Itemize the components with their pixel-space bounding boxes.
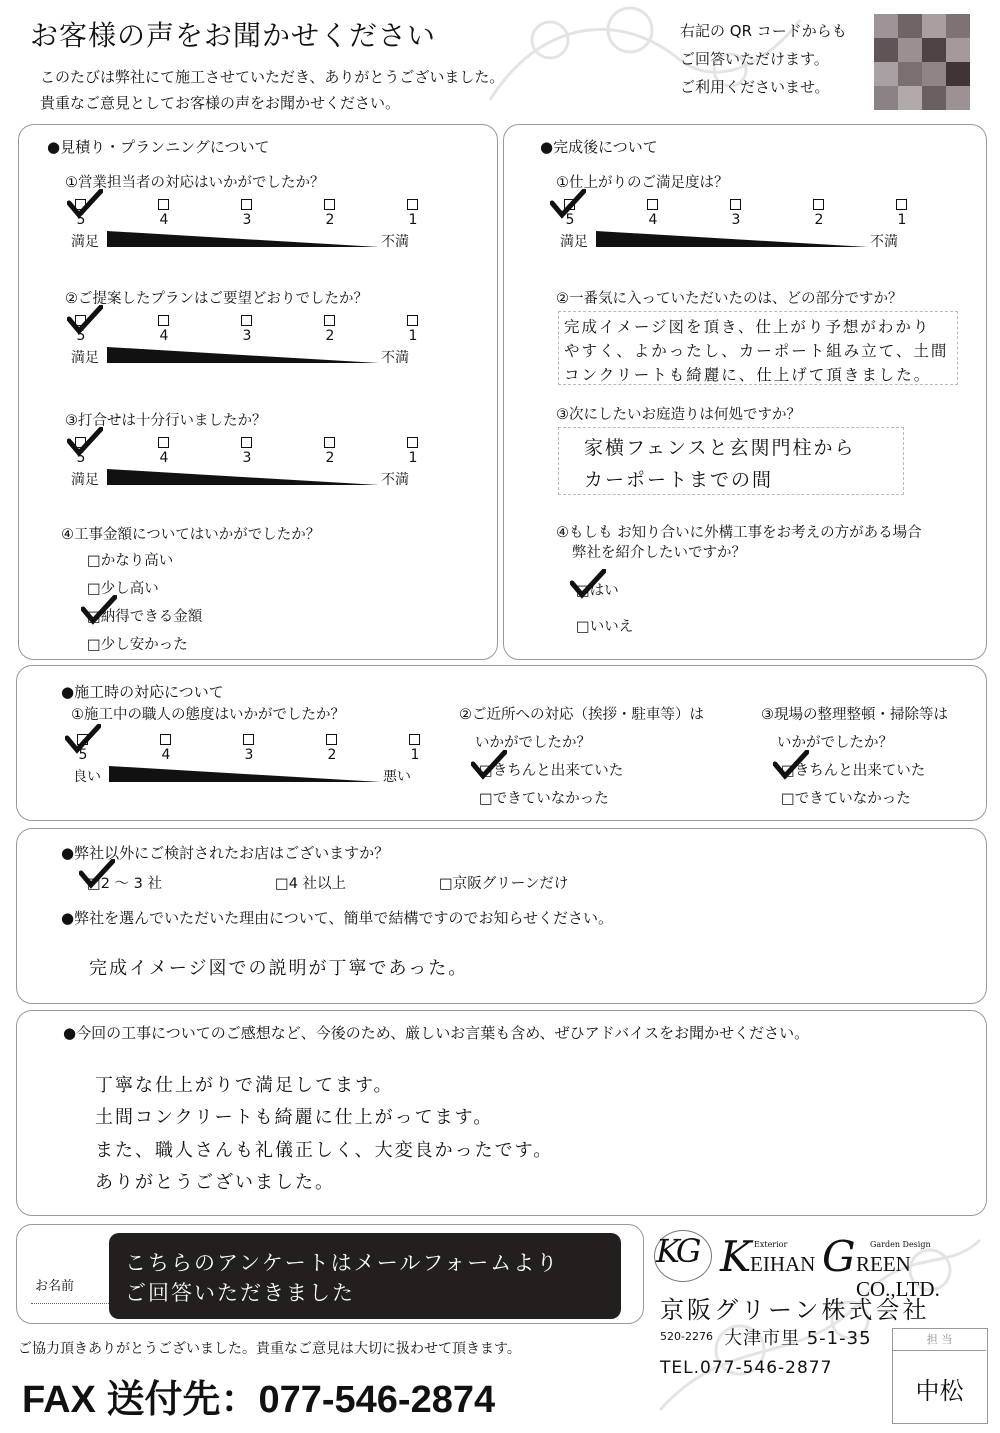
construction-q2-line1: ②ご近所への対応（挨拶・駐車等）は bbox=[459, 707, 704, 723]
checkmark-icon bbox=[81, 595, 117, 625]
impressions-q: ●今回の工事についてのご感想など、今後のため、厳しいお言葉も含め、ぜひアドバイスをお聞かせください。 bbox=[63, 1024, 810, 1042]
rating-box[interactable] bbox=[158, 437, 169, 448]
scale-number: 3 bbox=[244, 747, 254, 763]
page-title: お客様の声をお聞かせください bbox=[30, 19, 437, 52]
scale-number: 1 bbox=[408, 328, 418, 344]
scale-number: 4 bbox=[159, 328, 169, 344]
logo-garden: Garden Design bbox=[870, 1240, 931, 1249]
rating-box[interactable] bbox=[326, 734, 337, 745]
estimate-q4-option-selected[interactable]: □納得できる金額 bbox=[87, 609, 203, 625]
impressions-line: また、職人さんも礼儀正しく、大変良かったです。 bbox=[95, 1140, 554, 1161]
qr-note-2: ご回答いただけます。 bbox=[680, 50, 829, 68]
company-name: 京阪グリーン株式会社 bbox=[660, 1296, 930, 1324]
construction-q1: ①施工中の職人の態度はいかがでしたか？ bbox=[71, 707, 345, 723]
estimate-q4-option[interactable]: □少し安かった bbox=[87, 637, 188, 653]
construction-q3-line1: ③現場の整理整頓・掃除等は bbox=[761, 707, 948, 723]
logo-eihan: EIHAN bbox=[750, 1252, 816, 1276]
rating-box[interactable] bbox=[407, 199, 418, 210]
estimate-q1: ①営業担当者の対応はいかがでしたか？ bbox=[65, 175, 325, 191]
rating-box[interactable] bbox=[407, 315, 418, 326]
scale-number: 3 bbox=[242, 450, 252, 466]
scale-number: 4 bbox=[159, 212, 169, 228]
checkmark-icon bbox=[773, 750, 809, 780]
scale-number: 2 bbox=[325, 328, 335, 344]
after-q4-line2: 弊社を紹介したいですか？ bbox=[572, 545, 746, 561]
scale-number: 1 bbox=[408, 450, 418, 466]
other-shops-option[interactable]: □4 社以上 bbox=[275, 876, 347, 892]
name-field-line[interactable] bbox=[31, 1303, 121, 1304]
scale-left-label: 満足 bbox=[71, 234, 99, 250]
after-q1: ①仕上がりのご満足度は？ bbox=[556, 175, 729, 191]
scale-wedge bbox=[107, 231, 379, 249]
estimate-q3-scale[interactable] bbox=[71, 437, 431, 497]
after-q1-scale[interactable] bbox=[560, 199, 920, 259]
scale-right-label: 悪い bbox=[383, 769, 411, 785]
staff-name: 中松 bbox=[915, 1377, 964, 1405]
estimate-q4-option[interactable]: □少し高い bbox=[87, 581, 159, 597]
checkmark-icon bbox=[79, 859, 115, 889]
banner-line-2: ご回答いただきました bbox=[125, 1281, 355, 1305]
scale-number: 5 bbox=[76, 212, 86, 228]
checkmark-icon bbox=[471, 750, 507, 780]
rating-box[interactable] bbox=[158, 315, 169, 326]
estimate-q4-option[interactable]: □かなり高い bbox=[87, 553, 174, 569]
logo-initials: KG bbox=[656, 1232, 698, 1270]
rating-box[interactable] bbox=[324, 437, 335, 448]
fax-number: FAX 送付先：077-546-2874 bbox=[22, 1379, 496, 1421]
rating-box[interactable] bbox=[407, 437, 418, 448]
after-panel bbox=[503, 124, 987, 660]
impressions-panel bbox=[16, 1010, 987, 1216]
company-logo bbox=[652, 1228, 992, 1301]
scale-right-label: 不満 bbox=[381, 472, 409, 488]
estimate-q2: ②ご提案したプランはご要望どおりでしたか？ bbox=[65, 291, 368, 307]
impressions-line: ありがとうございました。 bbox=[95, 1172, 335, 1193]
after-q3-answer-2: カーポートまでの間 bbox=[584, 469, 774, 491]
logo-k: K bbox=[720, 1232, 752, 1281]
other-shops-answer: 完成イメージ図での説明が丁寧であった。 bbox=[89, 958, 469, 979]
scale-number: 4 bbox=[648, 212, 658, 228]
scale-left-label: 満足 bbox=[560, 234, 588, 250]
company-address: 大津市里 5-1-35 bbox=[724, 1328, 872, 1349]
logo-reen: REEN CO.,LTD. bbox=[856, 1252, 940, 1301]
rating-box[interactable] bbox=[409, 734, 420, 745]
scale-right-label: 不満 bbox=[381, 234, 409, 250]
after-q2-answer-3: コンクリートも綺麗に、仕上げて頂きました。 bbox=[564, 366, 932, 384]
estimate-panel bbox=[18, 124, 498, 660]
construction-title: ●施工時の対応について bbox=[61, 683, 224, 701]
scale-left-label: 満足 bbox=[71, 350, 99, 366]
construction-q3-option-selected[interactable]: □きちんと出来ていた bbox=[781, 763, 926, 779]
construction-q2-line2: いかがでしたか？ bbox=[475, 735, 591, 751]
other-shops-panel bbox=[16, 828, 987, 1004]
scale-wedge bbox=[596, 231, 868, 249]
estimate-q1-scale[interactable] bbox=[71, 199, 431, 259]
construction-q3-option[interactable]: □できていなかった bbox=[781, 791, 911, 807]
scale-number: 2 bbox=[814, 212, 824, 228]
footer-thanks: ご協力頂きありがとうございました。貴重なご意見は大切に扱わせて頂きます。 bbox=[18, 1341, 521, 1357]
after-q2: ②一番気に入っていただいたのは、どの部分ですか？ bbox=[556, 291, 903, 307]
scale-number: 2 bbox=[325, 450, 335, 466]
construction-q3-line2: いかがでしたか？ bbox=[777, 735, 893, 751]
after-q4-line1: ④もしも お知り合いに外構工事をお考えの方がある場合 bbox=[556, 525, 922, 541]
other-shops-q2: ●弊社を選んでいただいた理由について、簡単で結構ですのでお知らせください。 bbox=[61, 909, 614, 927]
rating-box[interactable] bbox=[158, 199, 169, 210]
scale-left-label: 満足 bbox=[71, 472, 99, 488]
rating-box[interactable] bbox=[324, 315, 335, 326]
after-q2-answer-2: やすく、よかったし、カーポート組み立て、土間 bbox=[564, 342, 949, 360]
other-shops-option[interactable]: □京阪グリーンだけ bbox=[439, 876, 569, 892]
rating-box[interactable] bbox=[243, 734, 254, 745]
staff-box bbox=[892, 1328, 988, 1424]
rating-box[interactable] bbox=[647, 199, 658, 210]
scale-wedge bbox=[107, 347, 379, 365]
after-q3: ③次にしたいお庭造りは何処ですか？ bbox=[556, 407, 801, 423]
other-shops-option-selected[interactable]: □2 ～ 3 社 bbox=[87, 876, 162, 892]
scale-number: 5 bbox=[76, 328, 86, 344]
logo-g: G bbox=[822, 1232, 856, 1281]
scale-number: 2 bbox=[327, 747, 337, 763]
impressions-line: 丁寧な仕上がりで満足してます。 bbox=[95, 1075, 394, 1096]
company-zip: 520-2276 bbox=[660, 1330, 713, 1343]
name-panel bbox=[16, 1224, 644, 1324]
qr-note-3: ご利用くださいませ。 bbox=[680, 78, 830, 96]
scale-number: 5 bbox=[565, 212, 575, 228]
estimate-title: ●見積り・プランニングについて bbox=[47, 138, 270, 156]
estimate-q2-scale[interactable] bbox=[71, 315, 431, 375]
rating-box[interactable] bbox=[241, 315, 252, 326]
qr-code[interactable] bbox=[874, 14, 970, 110]
scale-number: 4 bbox=[161, 747, 171, 763]
scale-number: 3 bbox=[242, 328, 252, 344]
estimate-q3: ③打合せは十分行いましたか？ bbox=[65, 413, 267, 429]
scale-number: 1 bbox=[410, 747, 420, 763]
rating-box[interactable] bbox=[896, 199, 907, 210]
intro-text-2: 貴重なご意見としてお客様の声をお聞かせください。 bbox=[40, 94, 401, 112]
checkmark-icon bbox=[570, 569, 606, 599]
other-shops-q1: ●弊社以外にご検討されたお店はございますか？ bbox=[61, 844, 390, 862]
construction-q2-option[interactable]: □できていなかった bbox=[479, 791, 609, 807]
scale-number: 2 bbox=[325, 212, 335, 228]
rating-box[interactable] bbox=[813, 199, 824, 210]
rating-box[interactable] bbox=[241, 199, 252, 210]
construction-q1-scale[interactable] bbox=[73, 734, 433, 794]
scale-number: 1 bbox=[897, 212, 907, 228]
scale-left-label: 良い bbox=[73, 769, 101, 785]
name-label: お名前 bbox=[35, 1279, 75, 1294]
construction-panel bbox=[16, 665, 987, 821]
after-q4-option-selected[interactable]: □はい bbox=[576, 583, 619, 599]
company-tel: TEL.077-546-2877 bbox=[660, 1358, 833, 1378]
staff-label: 担 当 bbox=[893, 1331, 986, 1351]
checkmark-icon bbox=[67, 189, 103, 219]
intro-text-1: このたびは弊社にて施工させていただき、ありがとうございました。 bbox=[40, 68, 505, 86]
checkmark-icon bbox=[67, 427, 103, 457]
scale-wedge bbox=[107, 469, 379, 487]
after-q3-answer-1: 家横フェンスと玄関門柱から bbox=[584, 437, 856, 459]
after-q2-answer-1: 完成イメージ図を頂き、仕上がり予想がわかり bbox=[564, 318, 931, 336]
scale-number: 1 bbox=[408, 212, 418, 228]
scale-number: 4 bbox=[159, 450, 169, 466]
scale-number: 5 bbox=[78, 747, 88, 763]
scale-right-label: 不満 bbox=[870, 234, 898, 250]
scale-number: 3 bbox=[242, 212, 252, 228]
rating-box[interactable] bbox=[324, 199, 335, 210]
after-title: ●完成後について bbox=[540, 138, 658, 156]
checkmark-icon bbox=[67, 305, 103, 335]
scale-right-label: 不満 bbox=[381, 350, 409, 366]
estimate-q4: ④工事金額についてはいかがでしたか？ bbox=[61, 527, 321, 543]
rating-box[interactable] bbox=[160, 734, 171, 745]
checkmark-icon bbox=[550, 189, 586, 219]
rating-box[interactable] bbox=[241, 437, 252, 448]
after-q4-option[interactable]: □いいえ bbox=[576, 619, 634, 635]
construction-q2-option-selected[interactable]: □きちんと出来ていた bbox=[479, 763, 624, 779]
scale-number: 3 bbox=[731, 212, 741, 228]
rating-box[interactable] bbox=[730, 199, 741, 210]
qr-note-1: 右記の QR コードからも bbox=[680, 22, 847, 40]
banner-line-1: こちらのアンケートはメールフォームより bbox=[125, 1251, 560, 1275]
checkmark-icon bbox=[65, 724, 101, 754]
impressions-line: 土間コンクリートも綺麗に仕上がってます。 bbox=[95, 1107, 494, 1128]
scale-number: 5 bbox=[76, 450, 86, 466]
logo-exterior: Exterior bbox=[754, 1240, 788, 1249]
scale-wedge bbox=[109, 766, 381, 784]
